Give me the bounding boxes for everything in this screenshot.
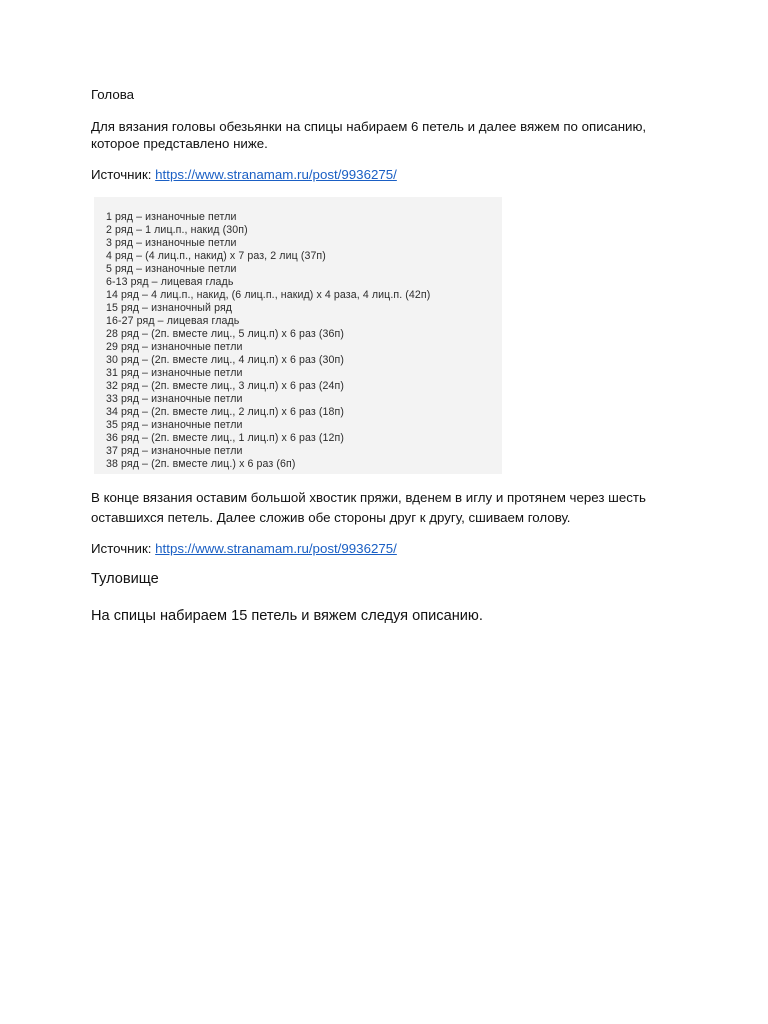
body-intro: На спицы набираем 15 петель и вяжем следуя описанию. xyxy=(91,608,483,624)
pattern-row: 35 ряд – изнаночные петли xyxy=(106,419,243,431)
pattern-row: 32 ряд – (2п. вместе лиц., 3 лиц.п) х 6 раз (24п) xyxy=(106,380,344,392)
pattern-row: 29 ряд – изнаночные петли xyxy=(106,341,243,353)
pattern-row: 36 ряд – (2п. вместе лиц., 1 лиц.п) х 6 раз (12п) xyxy=(106,432,344,444)
head-source-paragraph-2 xyxy=(91,539,397,559)
source-label: Источник: xyxy=(91,541,156,556)
source-link[interactable]: https://www.stranamam.ru/post/9936275/ xyxy=(155,167,397,182)
section-title-body: Туловище xyxy=(91,571,159,587)
pattern-row: 31 ряд – изнаночные петли xyxy=(106,367,243,379)
pattern-row: 28 ряд – (2п. вместе лиц., 5 лиц.п) х 6 раз (36п) xyxy=(106,328,344,340)
pattern-row: 38 ряд – (2п. вместе лиц.) х 6 раз (6п) xyxy=(106,458,296,470)
pattern-row: 14 ряд – 4 лиц.п., накид, (6 лиц.п., накид) х 4 раза, 4 лиц.п. (42п) xyxy=(106,289,431,301)
head-intro-line-1: Для вязания головы обезьянки на спицы набираем 6 петель и далее вяжем по описанию, xyxy=(91,119,647,134)
knitting-pattern-image xyxy=(94,197,502,474)
pattern-row: 16-27 ряд – лицевая гладь xyxy=(106,315,240,327)
section-title-head: Голова xyxy=(91,87,135,102)
pattern-row: 15 ряд – изнаночный ряд xyxy=(106,302,233,314)
head-ending-line-2: оставшихся петель. Далее сложив обе стороны друг к другу, сшиваем голову. xyxy=(91,510,571,525)
pattern-row: 5 ряд – изнаночные петли xyxy=(106,263,237,275)
pattern-row: 4 ряд – (4 лиц.п., накид) х 7 раз, 2 лиц (37п) xyxy=(106,250,326,262)
pattern-row: 34 ряд – (2п. вместе лиц., 2 лиц.п) х 6 раз (18п) xyxy=(106,406,344,418)
head-ending-line-1: В конце вязания оставим большой хвостик пряжи, вденем в иглу и протянем через шесть xyxy=(91,490,646,505)
pattern-row: 30 ряд – (2п. вместе лиц., 4 лиц.п) х 6 раз (30п) xyxy=(106,354,344,366)
source-link[interactable]: https://www.stranamam.ru/post/9936275/ xyxy=(155,541,397,556)
pattern-row: 37 ряд – изнаночные петли xyxy=(106,445,243,457)
pattern-row: 2 ряд – 1 лиц.п., накид (30п) xyxy=(106,224,248,236)
pattern-row: 33 ряд – изнаночные петли xyxy=(106,393,243,405)
pattern-row: 1 ряд – изнаночные петли xyxy=(106,211,237,223)
head-source-paragraph xyxy=(91,165,397,185)
pattern-row: 3 ряд – изнаночные петли xyxy=(106,237,237,249)
source-label: Источник: xyxy=(91,167,156,182)
pattern-row: 6-13 ряд – лицевая гладь xyxy=(106,276,234,288)
head-intro-line-2: которое представлено ниже. xyxy=(91,136,268,151)
